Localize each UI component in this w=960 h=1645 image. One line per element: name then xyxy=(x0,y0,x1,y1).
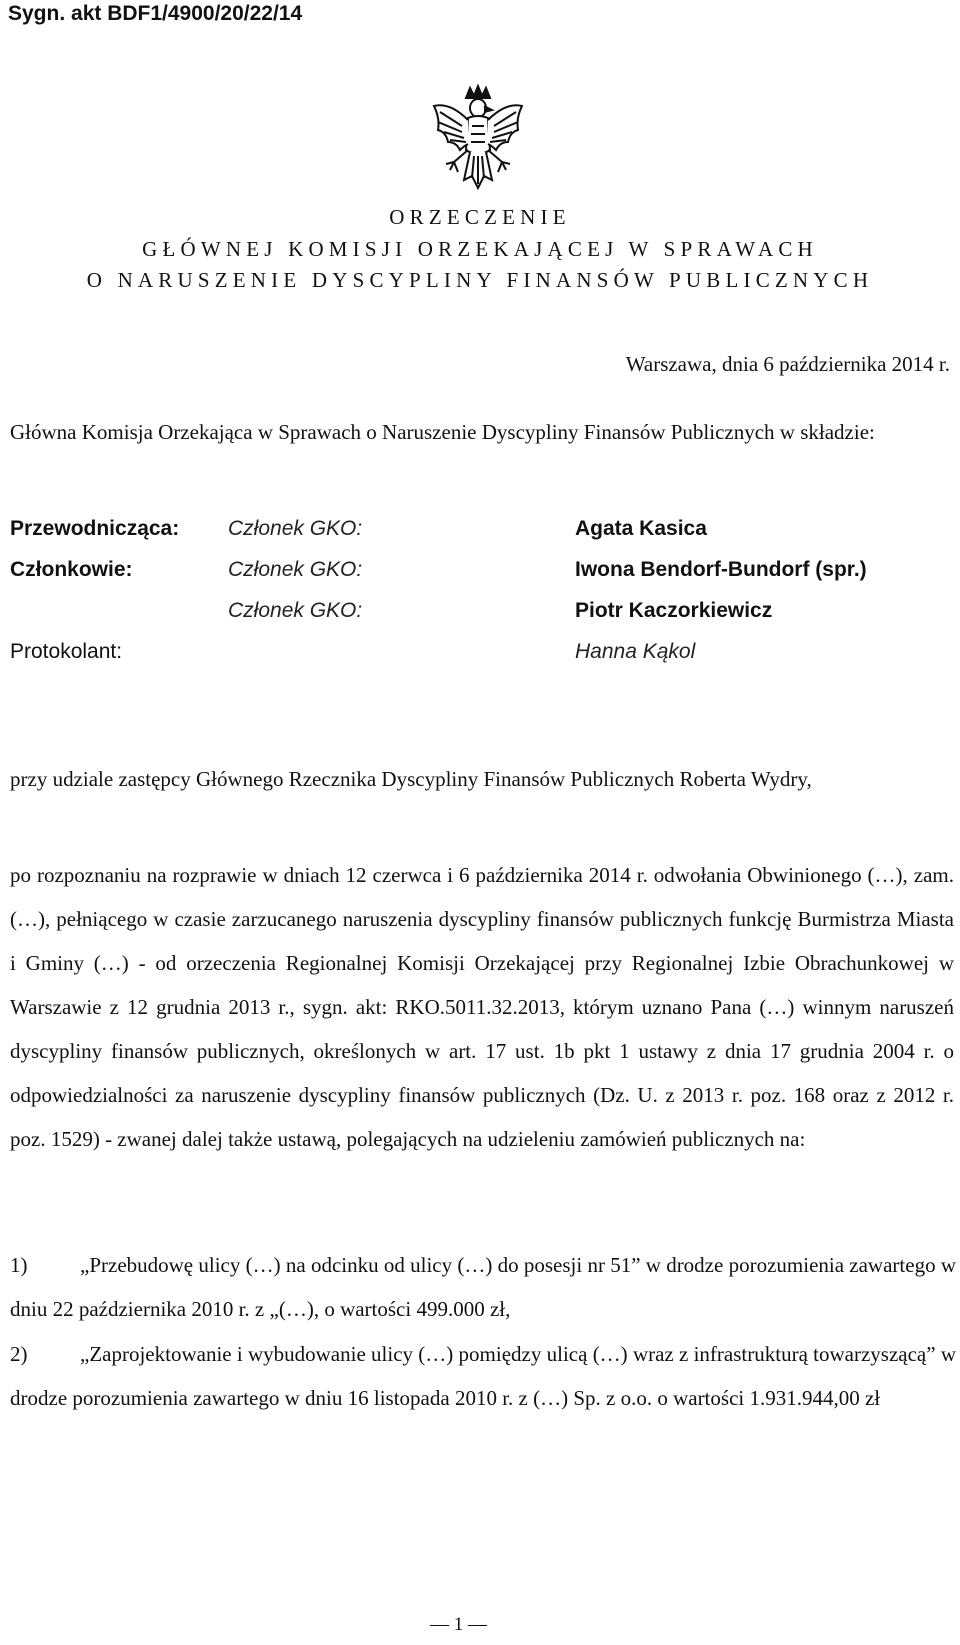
list-item-text: „Przebudowę ulicy (…) na odcinku od ulicy (…) do posesji nr 51” w drodze porozumienia zawartego w dniu 22 października 2010 r. z „(…), o wartości 499.000 zł, xyxy=(10,1253,956,1321)
list-item xyxy=(10,1332,956,1420)
intro-paragraph: Główna Komisja Orzekająca w Sprawach o Naruszenie Dyscypliny Finansów Publicznych w składzie: xyxy=(10,420,875,444)
members-label: Członkowie: xyxy=(10,558,133,581)
member1-role: Członek GKO: xyxy=(228,558,363,581)
title-line-2: GŁÓWNEJ KOMISJI ORZEKAJĄCEJ W SPRAWACH xyxy=(142,237,818,261)
list-item-number: 2) xyxy=(10,1342,28,1366)
member2-role: Członek GKO: xyxy=(228,599,363,622)
list-item xyxy=(10,1243,956,1331)
paragraph-participation: przy udziale zastępcy Głównego Rzecznika Dyscypliny Finansów Publicznych Roberta Wydry, xyxy=(10,767,812,791)
case-signature: Sygn. akt BDF1/4900/20/22/14 xyxy=(8,2,303,25)
page-number: — 1 — xyxy=(430,1614,487,1635)
list-item-number: 1) xyxy=(10,1253,28,1277)
chair-name: Agata Kasica xyxy=(575,517,707,540)
paragraph-ruling: po rozpoznaniu na rozprawie w dniach 12 czerwca i 6 października 2014 r. odwołania Obwinionego (…), zam. (…), pełniącego w czasie zarzucanego naruszenia dyscypliny finansów publicznych funkcję Burmistrza Miasta i Gminy (…) - od orzeczenia Regionalnej Komisji Orzekającej przy Regionalnej Izbie Obrachunkowej w Warszawie z 12 grudnia 2013 r., sygn. akt: RKO.5011.32.2013, którym uznano Pana (…) winnym naruszeń dyscypliny finansów publicznych, określonych w art. 17 ust. 1b pkt 1 ustawy z dnia 17 grudnia 2004 r. o odpowiedzialności za naruszenie dyscypliny finansów publicznych (Dz. U. z 2013 r. poz. 168 oraz z 2012 r. poz. 1529) - zwanej dalej także ustawą, polegających na udzieleniu zamówień publicznych na: xyxy=(10,863,954,1151)
title-line-1: ORZECZENIE xyxy=(389,205,571,229)
clerk-name: Hanna Kąkol xyxy=(575,640,696,663)
member2-name: Piotr Kaczorkiewicz xyxy=(575,599,773,622)
clerk-label: Protokolant: xyxy=(10,640,123,663)
list-item-text: „Zaprojektowanie i wybudowanie ulicy (…) pomiędzy ulicą (…) wraz z infrastrukturą towarzyszącą” w drodze porozumienia zawartego w dniu 16 listopada 2010 r. z (…) Sp. z o.o. o wartości 1.931.944,00 zł xyxy=(10,1342,956,1410)
chair-role: Członek GKO: xyxy=(228,517,363,540)
document-date: Warszawa, dnia 6 października 2014 r. xyxy=(625,352,950,376)
member1-name: Iwona Bendorf-Bundorf (spr.) xyxy=(575,558,867,581)
polish-eagle-emblem-icon xyxy=(428,84,528,196)
chair-label: Przewodnicząca: xyxy=(10,517,180,540)
title-line-3: O NARUSZENIE DYSCYPLINY FINANSÓW PUBLICZNYCH xyxy=(86,268,874,292)
